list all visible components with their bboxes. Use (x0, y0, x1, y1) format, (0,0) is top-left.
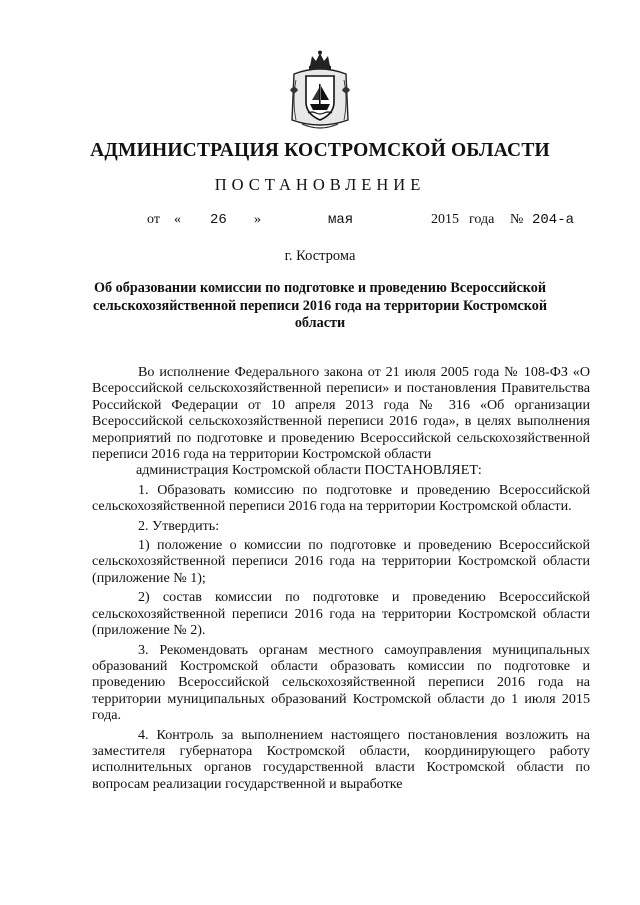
paragraph-item-1: 1. Образовать комиссию по подготовке и проведению Всероссийской сельскохозяйственной переписи 2016 года на территории Костромской области. (92, 481, 590, 515)
date-year: 2015 (431, 212, 459, 227)
date-quote-close: » (254, 212, 261, 227)
coat-of-arms-emblem (288, 50, 352, 132)
paragraph-item-2-2: 2) состав комиссии по подготовке и проведению Всероссийской сельскохозяйственной переписи 2016 года на территории Костромской области (приложение № 2). (92, 589, 590, 639)
paragraph-item-3: 3. Рекомендовать органам местного самоуправления муниципальных образований Костромской области образовать комиссии по подготовке и проведению Всероссийской сельскохозяйственной переписи 2016 года на территории муниципальных образований Костромской области до 1 июля 2015 года. (92, 641, 590, 724)
number-sign: № (510, 212, 524, 227)
paragraph-item-4: 4. Контроль за выполнением настоящего постановления возложить на заместителя губернатора Костромской области, координирующего работу исполнительных органов государственной власти Костромской области по вопросам реализации государственной и выработке (92, 726, 590, 792)
document-title: Об образовании комиссии по подготовке и проведению Всероссийской сельскохозяйственной переписи 2016 года на территории Костромской области (92, 280, 548, 331)
paragraph-item-2-1: 1) положение о комиссии по подготовке и проведению Всероссийской сельскохозяйственной переписи 2016 года на территории Костромской области (приложение № 1); (92, 537, 590, 586)
document-number: 204-а (532, 212, 575, 228)
date-prefix: от (147, 212, 160, 227)
paragraph-preamble: Во исполнение Федерального закона от 21 июля 2005 года № 108-ФЗ «О Всероссийской сельскохозяйственной переписи» и постановления Правительства Российской Федерации от 10 апреля 2013 года № 316 «Об организации Всероссийской сельскохозяйственной переписи 2016 года», в целях выполнения мероприятий по подготовке и проведению Всероссийской сельскохозяйственной переписи 2016 года на территории Костромской области (92, 364, 590, 463)
organization-name: АДМИНИСТРАЦИЯ КОСТРОМСКОЙ ОБЛАСТИ (90, 140, 550, 161)
date-month: мая (328, 212, 354, 228)
paragraph-resolves: администрация Костромской области ПОСТАНОВЛЯЕТ: (136, 462, 482, 479)
paragraph-item-2: 2. Утвердить: (138, 517, 220, 534)
date-day: 26 (210, 212, 227, 228)
date-year-word: года (469, 212, 495, 227)
document-type: ПОСТАНОВЛЕНИЕ (214, 175, 426, 194)
date-number-line (0, 212, 640, 232)
document-body (92, 364, 590, 792)
date-quote-open: « (174, 212, 181, 227)
city-line: г. Кострома (284, 248, 356, 264)
